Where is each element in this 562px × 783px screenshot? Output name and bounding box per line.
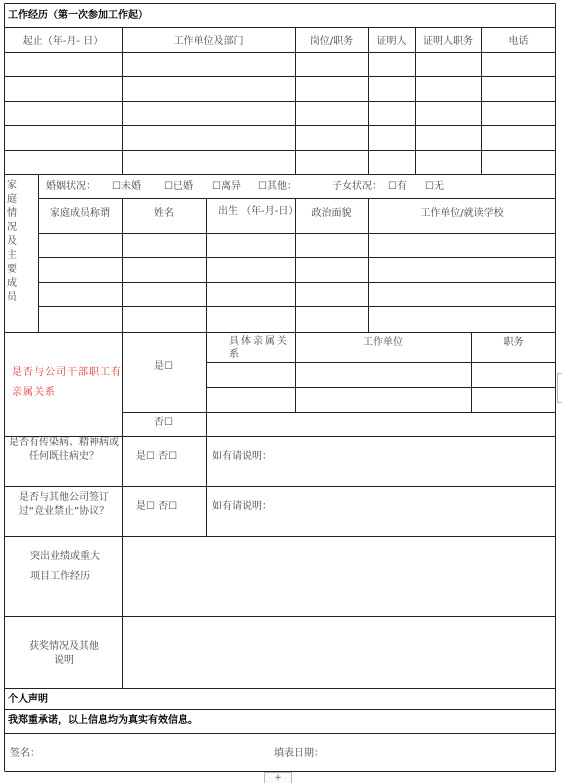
awards-label: 获奖情况及其他说明 — [29, 641, 99, 666]
relative-question: 是否与公司干部职工有亲属关系 — [12, 367, 122, 398]
table-resize-marker[interactable] — [557, 373, 562, 403]
disease-question: 是否有传染病、精神病或任何既往病史？ — [9, 437, 119, 462]
family-entry-rows[interactable] — [38, 233, 556, 330]
noncompete-note-label: 如有请说明： — [212, 501, 272, 512]
achievements-label: 突出业绩或重大项目工作经历 — [30, 551, 100, 582]
disease-note-field[interactable] — [274, 436, 556, 486]
work-col-phone: 电话 — [508, 36, 529, 47]
work-col-reference-title: 证明人职务 — [423, 36, 473, 47]
relative-col-company: 工作单位 — [363, 337, 403, 348]
marital-option-married[interactable]: ☐已婚 — [164, 181, 193, 192]
declaration-statement: 我郑重承诺，以上信息均为真实有效信息。 — [8, 715, 198, 726]
awards-field[interactable] — [122, 618, 556, 688]
relative-yes-checkbox[interactable]: 是☐ — [154, 361, 173, 372]
marital-option-divorced[interactable]: ☐离异 — [212, 181, 241, 192]
work-col-company: 工作单位及部门 — [173, 36, 244, 47]
date-field[interactable] — [334, 737, 554, 771]
date-label: 填表日期： — [274, 748, 324, 759]
signature-label: 签名： — [10, 748, 40, 759]
marital-option-other[interactable]: ☐其他： — [258, 181, 297, 192]
application-form — [4, 3, 556, 776]
family-col-school: 工作单位/就读学校 — [420, 208, 504, 219]
noncompete-note-field[interactable] — [274, 488, 556, 536]
children-label: 子女状况： — [332, 181, 382, 192]
work-col-reference: 证明人 — [376, 36, 407, 47]
work-entry-rows[interactable] — [4, 52, 556, 174]
family-col-name: 姓名 — [154, 208, 174, 219]
family-col-relation: 家庭成员称谓 — [50, 208, 110, 219]
table-add-handle[interactable]: + — [264, 772, 292, 783]
family-col-politics: 政治面貌 — [311, 208, 352, 219]
declaration-title: 个人声明 — [8, 694, 48, 705]
children-option-no[interactable]: ☐无 — [425, 181, 444, 192]
children-option-yes[interactable]: ☐有 — [388, 181, 407, 192]
achievements-field[interactable] — [122, 538, 556, 616]
marital-label: 婚姻状况： — [46, 181, 96, 192]
work-col-period: 起止（年-月- 日） — [22, 36, 104, 47]
marital-option-unmarried[interactable]: ☐未婚 — [112, 181, 141, 192]
relative-entry-rows[interactable] — [206, 362, 556, 412]
disease-options[interactable]: 是☐ 否☐ — [136, 451, 178, 462]
signature-field[interactable] — [44, 737, 264, 771]
family-col-birth: 出生 （年-月-日） — [218, 206, 299, 217]
noncompete-question: 是否与其他公司签订过“竞业禁止”协议？ — [18, 492, 110, 517]
relative-no-checkbox[interactable]: 否☐ — [154, 417, 173, 428]
relative-col-title: 职务 — [503, 337, 524, 348]
relative-col-relation: 具体亲属关系 — [229, 336, 289, 360]
family-side-label: 家庭情况及主要成员 — [7, 180, 17, 303]
work-section-title: 工作经历（第一次参加工作起） — [8, 10, 148, 21]
noncompete-options[interactable]: 是☐ 否☐ — [136, 501, 178, 512]
work-col-position: 岗位/职务 — [309, 36, 354, 47]
disease-note-label: 如有请说明： — [212, 451, 272, 462]
